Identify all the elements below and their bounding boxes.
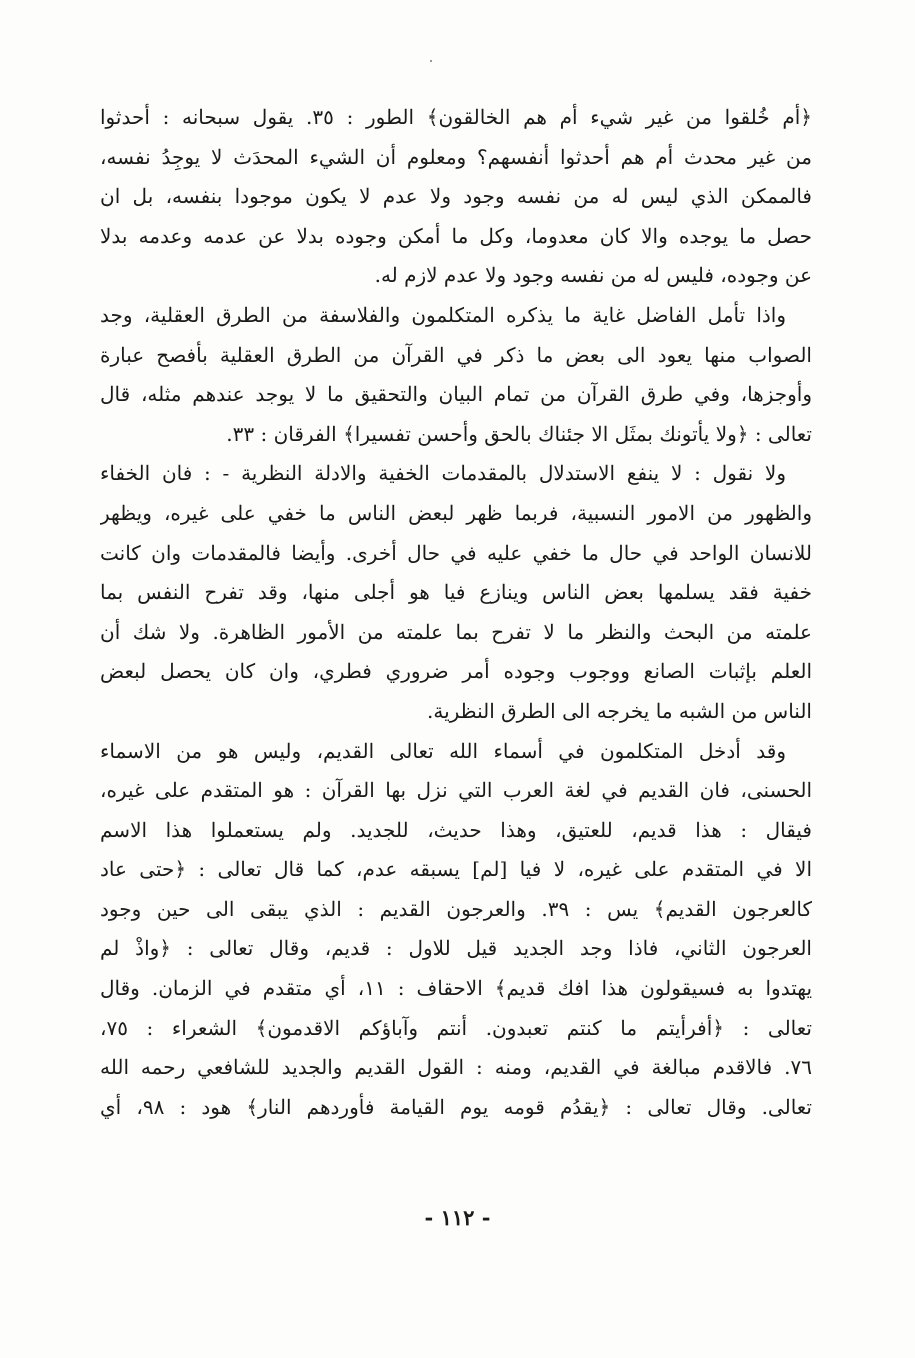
text-line: يهتدوا به فسيقولون هذا افك قديم﴾ الاحقاف : ١١، أي متقدم في الزمان. وقال — [100, 976, 812, 1001]
text-line: الناس من الشبه ما يخرجه الى الطرق النظرية. — [427, 698, 812, 723]
text-line: ﴿أم خُلقوا من غير شيء أم هم الخالقون﴾ الطور : ٣٥. يقول سبحانه : أحدثوا — [100, 105, 812, 129]
paragraph-start-line: وقد أدخل المتكلمون في أسماء الله تعالى القديم، وليس هو من الاسماء — [100, 738, 786, 763]
text-line: كالعرجون القديم﴾ يس : ٣٩. والعرجون القديم : الذي يبقى الى حين وجود — [100, 896, 812, 921]
scan-speck — [430, 60, 432, 62]
text-line: فيقال : هذا قديم، للعتيق، وهذا حديث، للجديد. ولم يستعملوا هذا الاسم — [100, 817, 812, 842]
text-line: تعالى : ﴿ولا يأتونك بمثَل الا جئناك بالحق وأحسن تفسيرا﴾ الفرقان : ٣٣. — [226, 421, 812, 446]
text-line: العلم بإثبات الصانع ووجوب وجوده أمر ضروري فطري، وان كان يحصل لبعض — [100, 659, 812, 684]
text-line: حصل ما يوجده والا كان معدوما، وكل ما أمكن وجوده بدلا عن عدمه وعدمه بدلا — [100, 223, 812, 248]
paragraph-start-line: ولا نقول : لا ينفع الاستدلال بالمقدمات الخفية والادلة النظرية - : فان الخفاء — [100, 461, 786, 486]
text-line: العرجون الثاني، فاذا وجد الجديد قيل للاول : قديم، وقال تعالى : ﴿واذْ لم — [100, 936, 812, 961]
page-number: - ١١٢ - — [424, 1205, 491, 1230]
text-line: علمته من البحث والنظر ما لا تفرح بما علمته من الأمور الظاهرة. ولا شك أن — [100, 619, 812, 644]
text-line: من غير محدث أم هم أحدثوا أنفسهم؟ ومعلوم أن الشيء المحدَث لا يوجِدُ نفسه، — [100, 144, 812, 169]
text-line: والظهور من الامور النسبية، فربما ظهر لبعض الناس ما خفي على غيره، ويظهر — [100, 500, 812, 525]
text-line: تعالى. وقال تعالى : ﴿يقدُم قومه يوم القيامة فأوردهم النار﴾ هود : ٩٨، أي — [100, 1094, 812, 1119]
text-line: الصواب منها يعود الى بعض ما ذكر في القرآن من الطرق العقلية بأفصح عبارة — [100, 342, 812, 367]
body-text — [100, 98, 812, 1127]
text-line: وأوجزها، وفي طرق القرآن من تمام البيان والتحقيق ما لا يوجد عندهم مثله، قال — [100, 382, 812, 407]
text-line: الحسنى، فان القديم في لغة العرب التي نزل بها القرآن : هو المتقدم على غيره، — [100, 778, 812, 803]
text-line: ٧٦. فالاقدم مبالغة في القديم، ومنه : القول القديم والجديد للشافعي رحمه الله — [100, 1055, 812, 1080]
text-line: تعالى : ﴿أفرأيتم ما كنتم تعبدون. أنتم وآباؤكم الاقدمون﴾ الشعراء : ٧٥، — [100, 1015, 812, 1040]
text-line: الا في المتقدم على غيره، لا فيا [لم] يسبقه عدم، كما قال تعالى : ﴿حتى عاد — [100, 857, 812, 882]
text-line: خفية فقد يسلمها بعض الناس وينازع فيا هو أجلى منها، وقد تفرح النفس بما — [100, 580, 812, 605]
paragraph-start-line: واذا تأمل الفاضل غاية ما يذكره المتكلمون والفلاسفة من الطرق العقلية، وجد — [100, 302, 786, 327]
text-line: فالممكن الذي ليس له من نفسه وجود ولا عدم لا يكون موجودا بنفسه، بل ان — [100, 184, 812, 209]
text-line: للانسان الواحد في حال ما خفي عليه في حال أخرى. وأيضا فالمقدمات وان كانت — [100, 540, 812, 565]
text-line: عن وجوده، فليس له من نفسه وجود ولا عدم لازم له. — [374, 263, 812, 288]
